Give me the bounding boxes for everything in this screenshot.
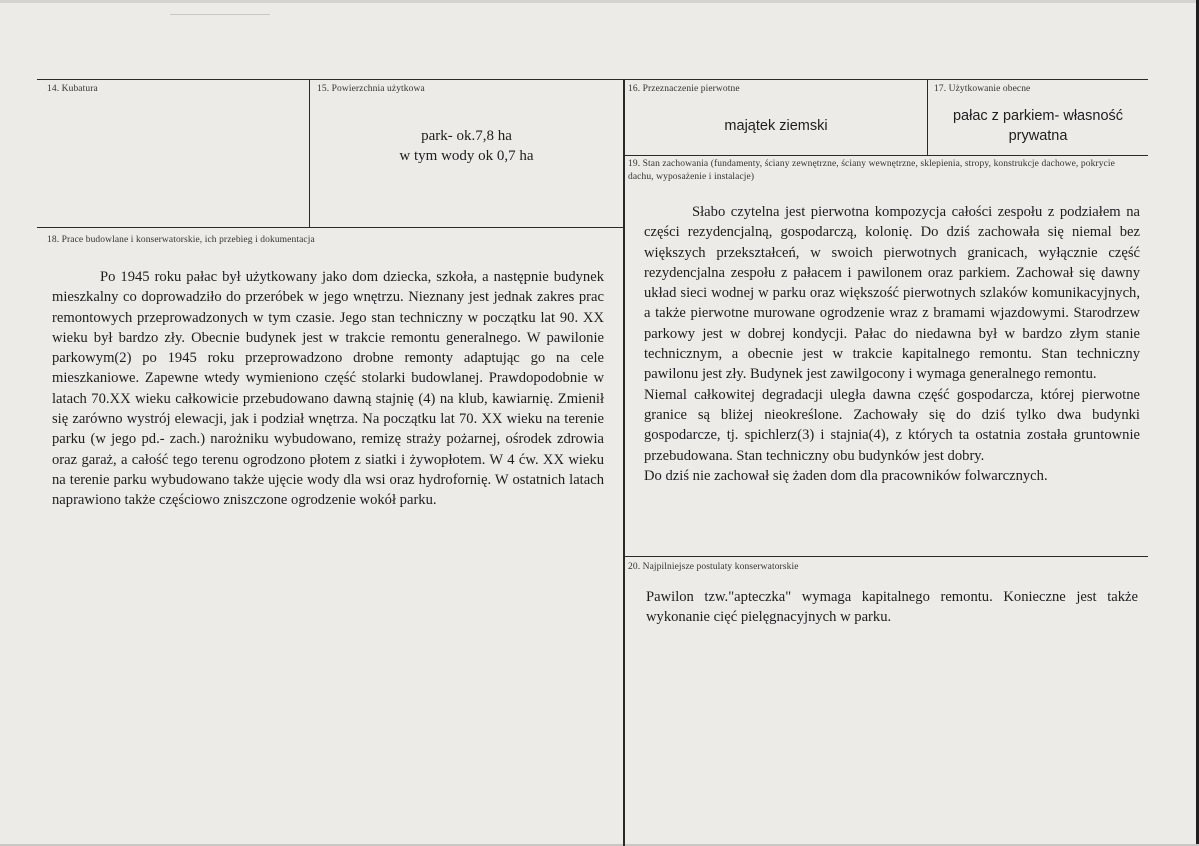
field-16-label: 16. Przeznaczenie pierwotne (628, 84, 740, 94)
field-18-label: 18. Prace budowlane i konserwatorskie, ich przebieg i dokumentacja (47, 235, 315, 245)
field-19-paragraph-3: Do dziś nie zachował się żaden dom dla pracowników folwarcznych. (644, 467, 1048, 484)
rule-under-15 (37, 227, 624, 228)
field-20-label: 20. Najpilniejsze postulaty konserwatorskie (628, 562, 799, 572)
rule-over-20 (624, 556, 1148, 557)
field-17-value-line2: prywatna (1008, 128, 1068, 144)
col-divider-main (623, 79, 625, 846)
scan-mark (170, 14, 270, 15)
page-edge-top (0, 0, 1199, 3)
field-18-text (52, 267, 604, 511)
field-20-paragraph: Pawilon tzw."apteczka" wymaga kapitalnego remontu. Konieczne jest także wykonanie cięć pielęgnacyjnych w parku. (646, 589, 1138, 626)
field-15-value-line1: park- ok.7,8 ha (421, 128, 512, 144)
field-15-value-line2: w tym wody ok 0,7 ha (399, 148, 534, 164)
field-19-label: 19. Stan zachowania (fundamenty, ściany zewnętrzne, ściany wewnętrzne, sklepienia, stropy, konstrukcje dachowe, pokrycie dachu, wyposażenie i instalacje) (628, 159, 1115, 182)
field-18-paragraph: Po 1945 roku pałac był użytkowany jako dom dziecka, szkoła, a następnie budynek mieszkalny co doprowadziło do przeróbek w jego wnętrzu. Nieznany jest jednak zakres prac remontowych przeprowadzonych w tym czasie. Jego stan techniczny w początku lat 90. XX wieku był bardzo zły. Obecnie budynek jest w trakcie remontu generalnego. W pawilonie parkowym(2) po 1945 roku przeprowadzono drobne remonty adaptując go na cele mieszkaniowe. Zapewne wtedy wymieniono część stolarki budowlanej. Prawdopodobnie w latach 70.XX wieku całkowicie przebudowano dawną stajnię (4) na klub, kawiarnię. Zmienił się zarówno wystrój elewacji, jak i podział wnętrza. Na początku lat 70. XX wieku na terenie parku (w jego pd.- zach.) narożniku wybudowano, remizę straży pożarnej, ośrodek zdrowia oraz garaż, a całość tego terenu ogrodzono płotem z siatki i żywopłotem. W 4 ćw. XX wieku na terenie parku wybudowano także ujęcie wody dla wsi oraz hydrofornię. W ostatnich latach naprawiono także częściowo zniszczone ogrodzenie wokół parku. (52, 269, 604, 509)
field-14-label: 14. Kubatura (47, 84, 98, 94)
field-17-value (928, 106, 1148, 146)
rule-under-17 (624, 155, 1148, 156)
field-20-text (646, 587, 1138, 628)
field-15-label: 15. Powierzchnia użytkowa (317, 84, 425, 94)
top-rule (37, 79, 1148, 80)
field-17-label: 17. Użytkowanie obecne (934, 84, 1031, 94)
field-19-text (644, 202, 1140, 486)
field-16-value: majątek ziemski (724, 118, 828, 134)
field-19-paragraph-2: Niemal całkowitej degradacji uległa dawna część gospodarcza, której pierwotne granice są bliżej nieokreślone. Zachowały się do dziś tylko dwa budynki gospodarcze, tj. spichlerz(3) i stajnia(4), z których ta ostatnia została gruntownie przebudowana. Stan techniczny obu budynków jest dobry. (644, 386, 1140, 464)
field-19-paragraph-1: Słabo czytelna jest pierwotna kompozycja całości zespołu z podziałem na części rezydencjalną, gospodarczą, kolonię. Do dziś zachowała się niemal bez większych przekształceń, w swoich pierwotnych granicach, wyłącznie część rezydencjalna zespołu z pałacem i pawilonem oraz parkiem. Zachował się dawny układ sieci wodnej w parku oraz większość pierwotnych szlaków komunikacyjnych, a także pierwotne murowane ogrodzenie wraz z bramami wjazdowymi. Starodrzew parkowy jest w dobrej kondycji. Pałac do niedawna był w bardzo złym stanie technicznym, a obecnie jest w trakcie kapitalnego remontu. Stan techniczny pawilonu jest zły. Budynek jest zawilgocony i wymaga generalnego remontu. (644, 204, 1140, 383)
field-17-value-line1: pałac z parkiem- własność (952, 108, 1124, 124)
field-15-value (310, 126, 623, 166)
